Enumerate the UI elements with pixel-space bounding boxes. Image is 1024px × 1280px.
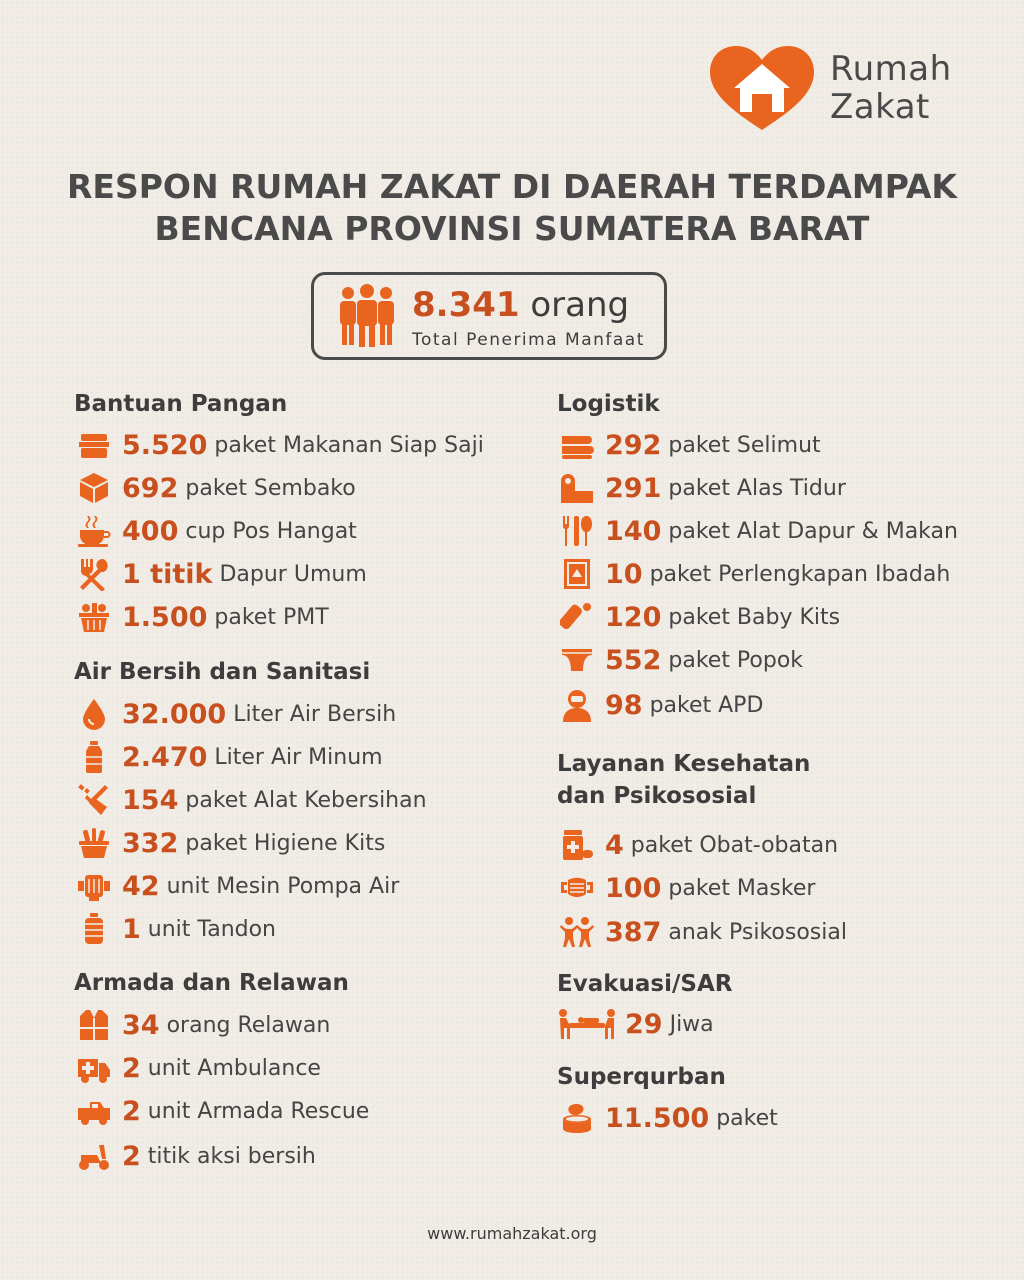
item-number: 400 (122, 515, 179, 547)
package-box-icon (74, 468, 114, 508)
item-desc: unit Ambulance (147, 1055, 321, 1081)
item-number: 1.500 (122, 601, 208, 633)
water-bottle-icon (74, 737, 114, 777)
list-item (74, 823, 385, 863)
item-number: 140 (605, 515, 662, 547)
item-number: 11.500 (605, 1102, 710, 1134)
item-number: 29 (625, 1008, 663, 1040)
brand-logo (708, 44, 968, 134)
item-number: 154 (122, 784, 179, 816)
total-number: 8.341 (412, 285, 520, 325)
rescue-truck-icon (74, 1091, 114, 1131)
list-item (74, 1136, 316, 1176)
item-number: 2 (122, 1140, 141, 1172)
item-desc: paket PMT (214, 604, 329, 630)
water-pump-icon (74, 866, 114, 906)
hot-cup-icon (74, 511, 114, 551)
item-desc: unit Tandon (147, 916, 277, 942)
item-desc: paket APD (649, 692, 764, 718)
total-beneficiaries-box (311, 272, 667, 360)
item-desc: titik aksi bersih (147, 1143, 316, 1169)
item-number: 100 (605, 872, 662, 904)
medicine-icon (557, 825, 597, 865)
item-number: 4 (605, 829, 624, 861)
item-desc: paket Alat Kebersihan (185, 787, 427, 813)
ambulance-icon (74, 1048, 114, 1088)
section-title-bantuan-pangan: Bantuan Pangan (74, 391, 288, 417)
list-item (74, 511, 357, 551)
item-desc: paket Baby Kits (668, 604, 841, 630)
brand-name (830, 50, 952, 126)
section-title-kesehatan (557, 748, 810, 812)
item-desc: paket Makanan Siap Saji (214, 432, 484, 458)
item-number: 552 (605, 644, 662, 676)
stretcher-icon (557, 1004, 617, 1044)
scooter-icon (74, 1136, 114, 1176)
list-item (74, 1005, 330, 1045)
basket-icon (74, 597, 114, 637)
list-item (74, 554, 367, 594)
footer-website: www.rumahzakat.org (427, 1224, 597, 1243)
brand-line2: Zakat (830, 87, 930, 127)
section-title-logistik: Logistik (557, 391, 660, 417)
list-item (557, 554, 950, 594)
list-item (557, 685, 763, 725)
item-number: 291 (605, 472, 662, 504)
hygiene-basket-icon (74, 823, 114, 863)
item-number: 2.470 (122, 741, 208, 773)
item-desc: unit Armada Rescue (147, 1098, 370, 1124)
list-item (74, 909, 276, 949)
section-title-armada-relawan: Armada dan Relawan (74, 970, 349, 996)
prayer-mat-icon (557, 554, 597, 594)
children-icon (557, 912, 597, 952)
list-item (74, 468, 356, 508)
item-desc: paket Masker (668, 875, 816, 901)
item-desc: cup Pos Hangat (185, 518, 357, 544)
item-number: 2 (122, 1095, 141, 1127)
section-title-superqurban: Superqurban (557, 1064, 726, 1090)
title-line1: RESPON RUMAH ZAKAT DI DAERAH TERDAMPAK (67, 167, 957, 206)
meat-can-icon (557, 1098, 597, 1138)
list-item (74, 694, 396, 734)
item-desc: paket Alat Dapur & Makan (668, 518, 958, 544)
item-desc: paket Perlengkapan Ibadah (649, 561, 951, 587)
item-number: 32.000 (122, 698, 227, 730)
item-number: 332 (122, 827, 179, 859)
item-desc: paket Alas Tidur (668, 475, 846, 501)
list-item (74, 1091, 369, 1131)
list-item (557, 640, 803, 680)
section-title-air-bersih: Air Bersih dan Sanitasi (74, 659, 371, 685)
item-desc: paket (716, 1105, 778, 1131)
item-number: 692 (122, 472, 179, 504)
title-line2: BENCANA PROVINSI SUMATERA BARAT (154, 209, 870, 248)
list-item (557, 511, 958, 551)
list-item (74, 866, 399, 906)
item-number: 1 titik (122, 558, 213, 590)
list-item (557, 912, 847, 952)
water-tank-icon (74, 909, 114, 949)
item-number: 1 (122, 913, 141, 945)
item-desc: paket Sembako (185, 475, 356, 501)
item-desc: paket Selimut (668, 432, 821, 458)
item-desc: orang Relawan (166, 1012, 331, 1038)
list-item (557, 1004, 714, 1044)
item-desc: paket Higiene Kits (185, 830, 386, 856)
cleaning-broom-icon (74, 780, 114, 820)
item-number: 34 (122, 1009, 160, 1041)
list-item (74, 597, 329, 637)
list-item (74, 425, 484, 465)
total-label: Total Penerima Manfaat (412, 330, 645, 350)
item-desc: Liter Air Bersih (233, 701, 397, 727)
list-item (74, 737, 383, 777)
list-item (557, 825, 838, 865)
page-title (0, 166, 1024, 250)
item-desc: Dapur Umum (219, 561, 367, 587)
list-item (557, 425, 821, 465)
section-title-line2: dan Psikososial (557, 783, 757, 809)
water-drop-icon (74, 694, 114, 734)
blanket-icon (557, 425, 597, 465)
item-number: 10 (605, 558, 643, 590)
list-item (557, 597, 840, 637)
item-desc: Liter Air Minum (214, 744, 383, 770)
baby-bottle-icon (557, 597, 597, 637)
total-unit: orang (530, 285, 630, 325)
item-number: 5.520 (122, 429, 208, 461)
list-item (74, 780, 427, 820)
list-item (74, 1048, 321, 1088)
item-number: 292 (605, 429, 662, 461)
list-item (557, 1098, 778, 1138)
list-item (557, 468, 846, 508)
item-desc: paket Popok (668, 647, 804, 673)
item-number: 120 (605, 601, 662, 633)
diaper-icon (557, 640, 597, 680)
sleeping-mat-icon (557, 468, 597, 508)
item-number: 387 (605, 916, 662, 948)
section-title-evakuasi: Evakuasi/SAR (557, 971, 733, 997)
fork-spoon-icon (74, 554, 114, 594)
item-number: 2 (122, 1052, 141, 1084)
heart-house-icon (708, 44, 816, 132)
item-number: 42 (122, 870, 160, 902)
total-count (412, 285, 629, 325)
item-desc: anak Psikososial (668, 919, 847, 945)
ppe-suit-icon (557, 685, 597, 725)
section-title-line1: Layanan Kesehatan (557, 751, 811, 777)
brand-line1: Rumah (830, 49, 952, 89)
people-group-icon (336, 283, 398, 349)
item-number: 98 (605, 689, 643, 721)
item-desc: Jiwa (669, 1011, 714, 1037)
face-mask-icon (557, 868, 597, 908)
item-desc: paket Obat-obatan (630, 832, 839, 858)
food-box-icon (74, 425, 114, 465)
item-desc: unit Mesin Pompa Air (166, 873, 400, 899)
list-item (557, 868, 815, 908)
cutlery-icon (557, 511, 597, 551)
volunteer-vest-icon (74, 1005, 114, 1045)
